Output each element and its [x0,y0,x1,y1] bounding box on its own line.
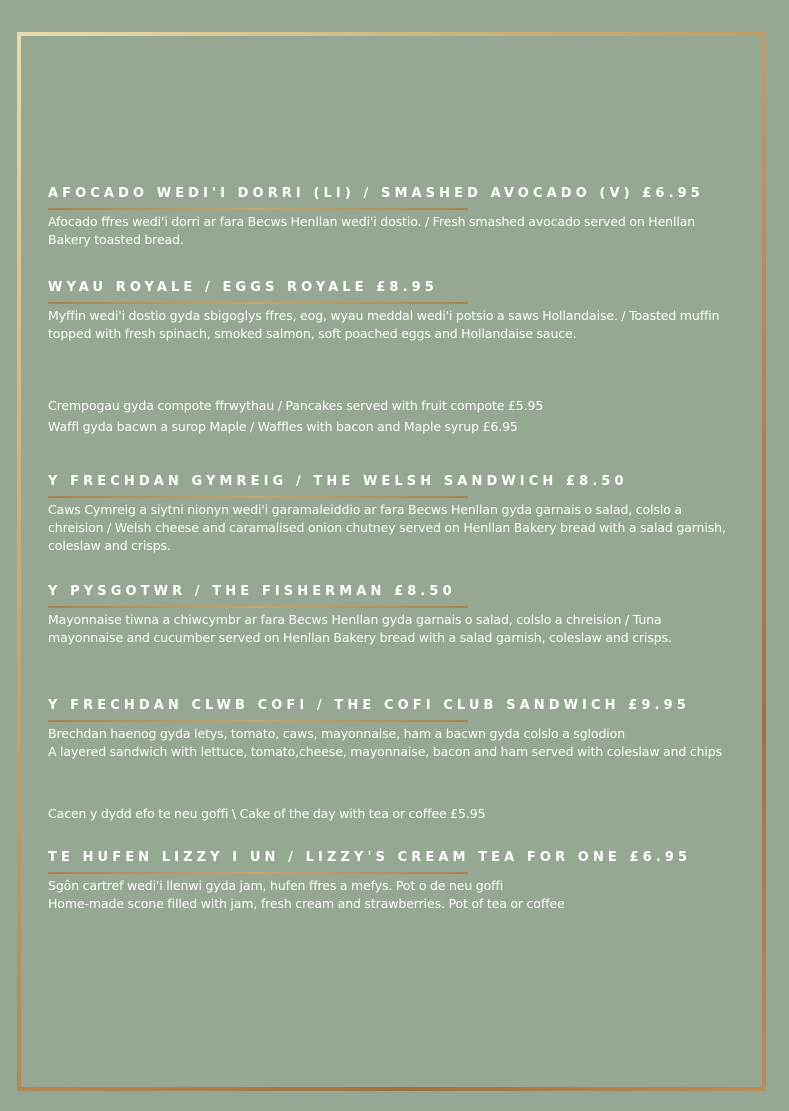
menu-item-cream-tea [48,850,738,913]
menu-item-smashed-avocado [48,186,738,249]
heading-divider [48,496,468,498]
description-welsh-line: Brechdan haenog gyda letys, tomato, caws, mayonnaise, ham a bacwn gyda colslo a sglodion [48,725,626,741]
menu-item-description: Afocado ffres wedi'i dorri ar fara Becws Henllan wedi'i dostio. / Fresh smashed avocado served on Henllan Bakery toasted bread. [48,213,696,247]
menu-item-description: Mayonnaise tiwna a chiwcymbr ar fara Becws Henllan gyda garnais o salad, colslo a chreision / Tuna mayonnaise and cucumber served on Henllan Bakery bread with a salad garnish, coleslaw and crisps. [48,611,672,645]
description-english-line: A layered sandwich with lettuce, tomato,cheese, mayonnaise, bacon and ham served with coleslaw and chips [48,743,723,759]
description-english-line: Home-made scone filled with jam, fresh cream and strawberries. Pot of tea or coffee [48,895,565,911]
menu-item-pancakes: Crempogau gyda compote ffrwythau / Pancakes served with fruit compote £5.95 [48,398,544,413]
menu-item-heading: Y FRECHDAN GYMREIG / THE WELSH SANDWICH £8.50 [48,474,628,489]
menu-item-waffles: Waffl gyda bacwn a surop Maple / Waffles with bacon and Maple syrup £6.95 [48,419,518,434]
description-welsh-line: Sgôn cartref wedi'i llenwi gyda jam, hufen ffres a mefys. Pot o de neu goffi [48,877,504,893]
heading-divider [48,720,468,722]
menu-item-heading: Y PYSGOTWR / THE FISHERMAN £8.50 [48,584,456,599]
heading-divider [48,302,468,304]
menu-item-description: Myffin wedi'i dostio gyda sbigoglys ffres, eog, wyau meddal wedi'i potsio a saws Hollandaise. / Toasted muffin topped with fresh spinach, smoked salmon, soft poached eggs and Hollandaise sauce. [48,307,720,341]
menu-item-cake-of-the-day: Cacen y dydd efo te neu goffi \ Cake of the day with tea or coffee £5.95 [48,806,486,821]
menu-item-heading: WYAU ROYALE / EGGS ROYALE £8.95 [48,280,438,295]
menu-item-heading: TE HUFEN LIZZY I UN / LIZZY'S CREAM TEA FOR ONE £6.95 [48,850,692,865]
menu-item-description: Caws Cymreig a siytni nionyn wedi'i garamaleiddio ar fara Becws Henllan gyda garnais o salad, colslo a chreision / Welsh cheese and caramalised onion chutney served on Henllan Bakery bread with a salad garnish, coleslaw and crisps. [48,501,726,553]
menu-item-heading: Y FRECHDAN CLWB COFI / THE COFI CLUB SANDWICH £9.95 [48,698,690,713]
heading-divider [48,208,468,210]
menu-item-description [48,877,738,913]
heading-divider [48,606,468,608]
menu-item-heading: AFOCADO WEDI'I DORRI (LI) / SMASHED AVOCADO (V) £6.95 [48,186,704,201]
menu-item-description [48,725,738,761]
menu-item-cofi-club-sandwich [48,698,738,761]
heading-divider [48,872,468,874]
menu-item-eggs-royale [48,280,738,343]
menu-item-welsh-sandwich [48,474,738,555]
menu-item-fisherman [48,584,738,647]
